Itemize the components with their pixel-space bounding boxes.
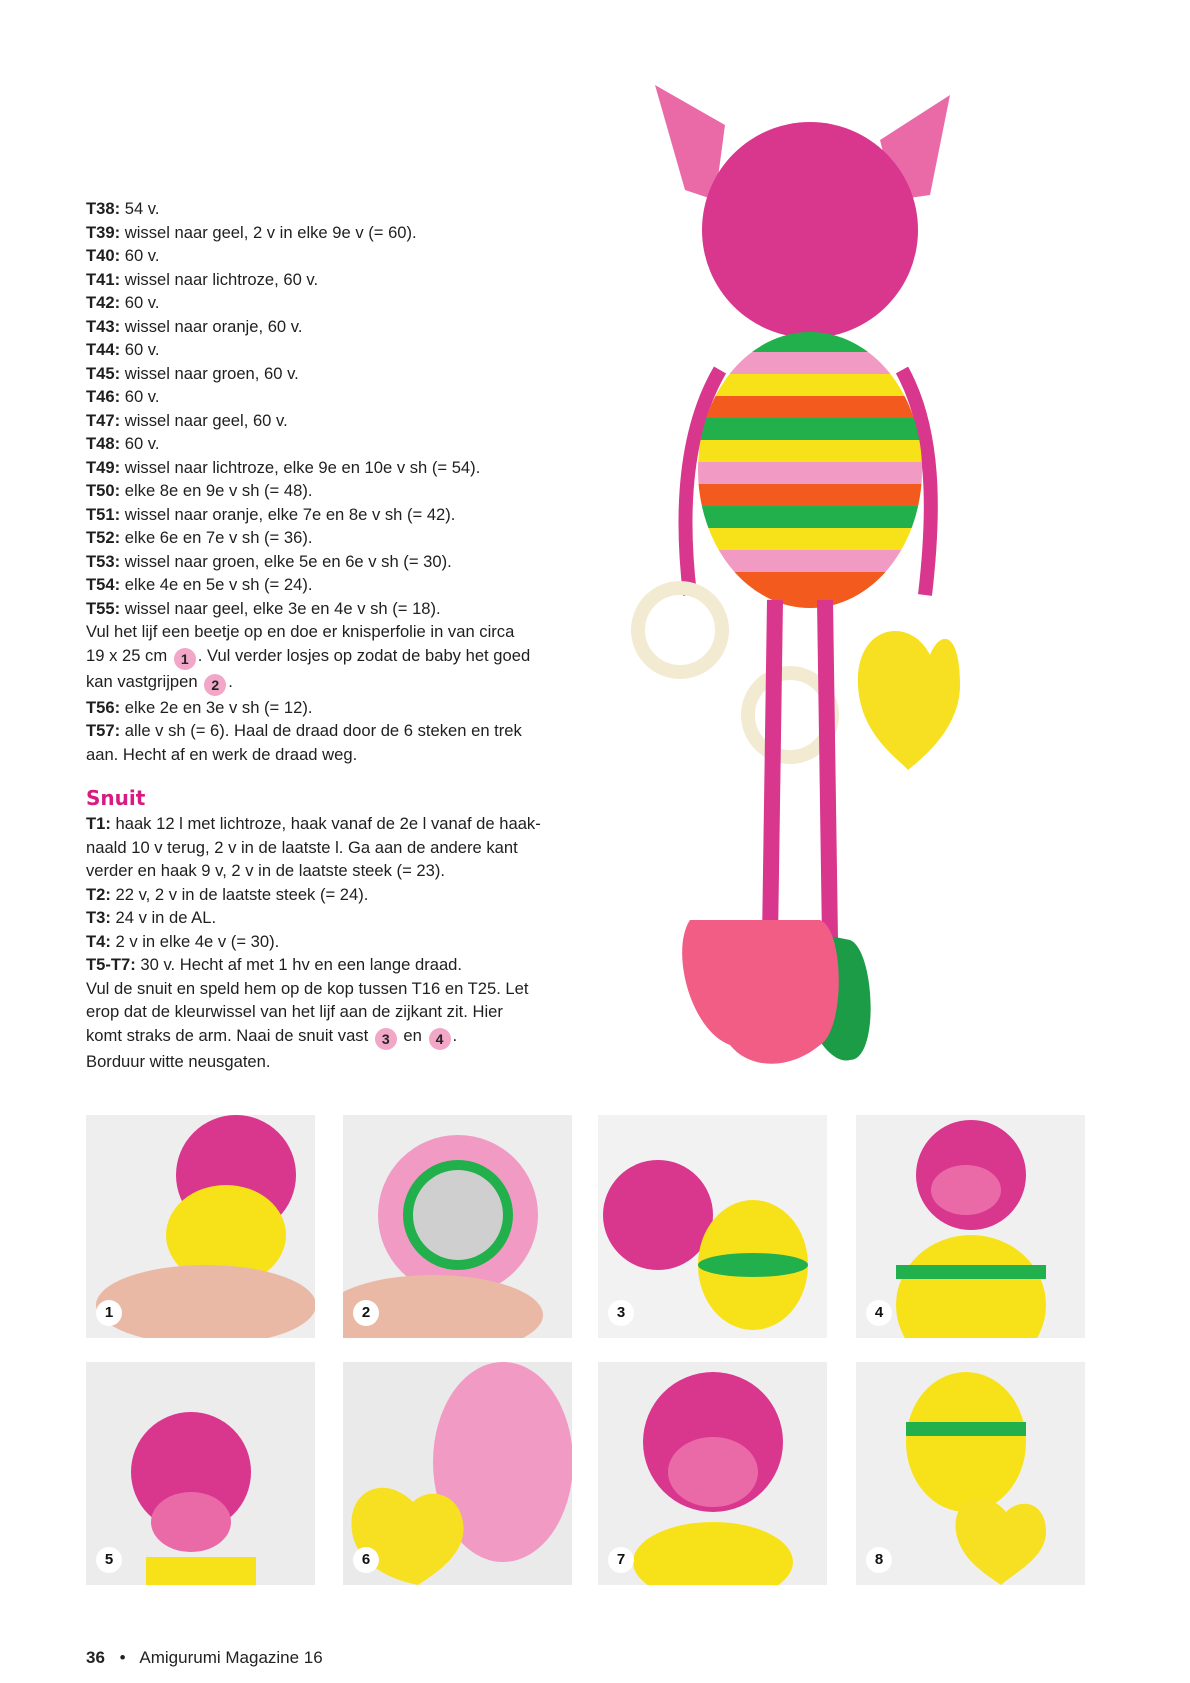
instruction-row: T5-T7: 30 v. Hecht af met 1 hv en een lange draad. — [86, 955, 463, 974]
step-photo-4 — [856, 1115, 1085, 1338]
photo-5-illustration — [86, 1362, 315, 1585]
magazine-title: Amigurumi Magazine 16 — [139, 1648, 323, 1667]
instruction-row: T56: elke 2e en 3e v sh (= 12). — [86, 697, 313, 717]
instruction-row: T55: wissel naar geel, elke 3e en 4e v sh (= 18). — [86, 598, 441, 618]
photo-2-illustration — [343, 1115, 572, 1338]
instruction-row: T47: wissel naar geel, 60 v. — [86, 410, 288, 430]
photo-number-badge: 2 — [353, 1300, 379, 1326]
instruction-row: T52: elke 6e en 7e v sh (= 36). — [86, 528, 313, 547]
page-footer — [86, 1648, 323, 1668]
instruction-row: T57: alle v sh (= 6). Haal de draad door de 6 steken en trek — [86, 721, 522, 740]
instruction-row: T38: 54 v. — [86, 199, 160, 218]
page-number: 36 — [86, 1648, 105, 1667]
instruction-continuation: aan. Hecht af en werk de draad weg. — [86, 744, 358, 764]
step-photo-8 — [856, 1362, 1085, 1585]
snuit-paragraph-line: komt straks de arm. Naai de snuit vast 3 en 4 . — [86, 1024, 586, 1050]
hero-amigurumi-pig-image — [630, 70, 1030, 1100]
instruction-row: T45: wissel naar groen, 60 v. — [86, 363, 299, 383]
step-photo-7 — [598, 1362, 827, 1585]
photo-4-illustration — [856, 1115, 1085, 1338]
fill-paragraph-line: Vul het lijf een beetje op en doe er knisperfolie in van circa — [86, 622, 515, 641]
instruction-row: T46: 60 v. — [86, 387, 160, 406]
photo-number-badge: 3 — [608, 1300, 634, 1326]
photo-7-illustration — [598, 1362, 827, 1585]
instruction-row: T2: 22 v, 2 v in de laatste steek (= 24). — [86, 884, 369, 904]
photo-6-illustration — [343, 1362, 572, 1585]
step-photo-6 — [343, 1362, 572, 1585]
step-photo-5 — [86, 1362, 315, 1585]
photo-number-badge: 1 — [96, 1300, 122, 1326]
instruction-row: T1: haak 12 l met lichtroze, haak vanaf de 2e l vanaf de haak- — [86, 814, 541, 833]
photo-number-badge: 8 — [866, 1547, 892, 1573]
instruction-row: T43: wissel naar oranje, 60 v. — [86, 316, 303, 336]
photo-8-illustration — [856, 1362, 1085, 1585]
step-photo-1 — [86, 1115, 315, 1338]
photo-number-badge: 4 — [866, 1300, 892, 1326]
instruction-row: T40: 60 v. — [86, 246, 160, 265]
instruction-row: T53: wissel naar groen, elke 5e en 6e v sh (= 30). — [86, 551, 452, 571]
footer-bullet: • — [119, 1648, 126, 1667]
instruction-row: T51: wissel naar oranje, elke 7e en 8e v sh (= 42). — [86, 504, 456, 524]
instruction-row: T39: wissel naar geel, 2 v in elke 9e v (= 60). — [86, 222, 417, 242]
instruction-row: T4: 2 v in elke 4e v (= 30). — [86, 931, 280, 951]
instruction-row: T3: 24 v in de AL. — [86, 908, 217, 927]
step-photo-2 — [343, 1115, 572, 1338]
snuit-paragraph-line: erop dat de kleurwissel van het lijf aan de zijkant zit. Hier — [86, 1002, 503, 1021]
photo-number-badge: 5 — [96, 1547, 122, 1573]
snuit-paragraph-line: Borduur witte neusgaten. — [86, 1051, 271, 1071]
fill-paragraph-line: kan vastgrijpen 2 . — [86, 670, 586, 696]
instruction-row: T48: 60 v. — [86, 434, 160, 453]
instruction-row: T42: 60 v. — [86, 293, 160, 312]
photo-number-badge: 7 — [608, 1547, 634, 1573]
step-badge-2: 2 — [204, 674, 226, 696]
step-badge-3: 3 — [375, 1028, 397, 1050]
step-badge-1: 1 — [174, 648, 196, 670]
instruction-row: T50: elke 8e en 9e v sh (= 48). — [86, 481, 313, 500]
snuit-paragraph-line: Vul de snuit en speld hem op de kop tussen T16 en T25. Let — [86, 978, 529, 998]
photo-3-illustration — [598, 1115, 827, 1338]
instruction-list — [86, 197, 586, 620]
section-heading-snuit: Snuit — [86, 786, 146, 810]
instruction-continuation: verder en haak 9 v, 2 v in de laatste steek (= 23). — [86, 861, 445, 880]
instruction-row: T44: 60 v. — [86, 340, 160, 359]
step-badge-4: 4 — [429, 1028, 451, 1050]
instruction-row: T54: elke 4e en 5e v sh (= 24). — [86, 575, 313, 594]
photo-number-badge: 6 — [353, 1547, 379, 1573]
photo-1-illustration — [86, 1115, 315, 1338]
instruction-row: T41: wissel naar lichtroze, 60 v. — [86, 269, 319, 289]
instruction-row: T49: wissel naar lichtroze, elke 9e en 10e v sh (= 54). — [86, 457, 481, 477]
step-photo-3 — [598, 1115, 827, 1338]
pattern-text — [86, 197, 586, 1073]
fill-paragraph-line: 19 x 25 cm 1 . Vul verder losjes op zodat de baby het goed — [86, 644, 586, 670]
instruction-continuation: naald 10 v terug, 2 v in de laatste l. Ga aan de andere kant — [86, 837, 518, 857]
